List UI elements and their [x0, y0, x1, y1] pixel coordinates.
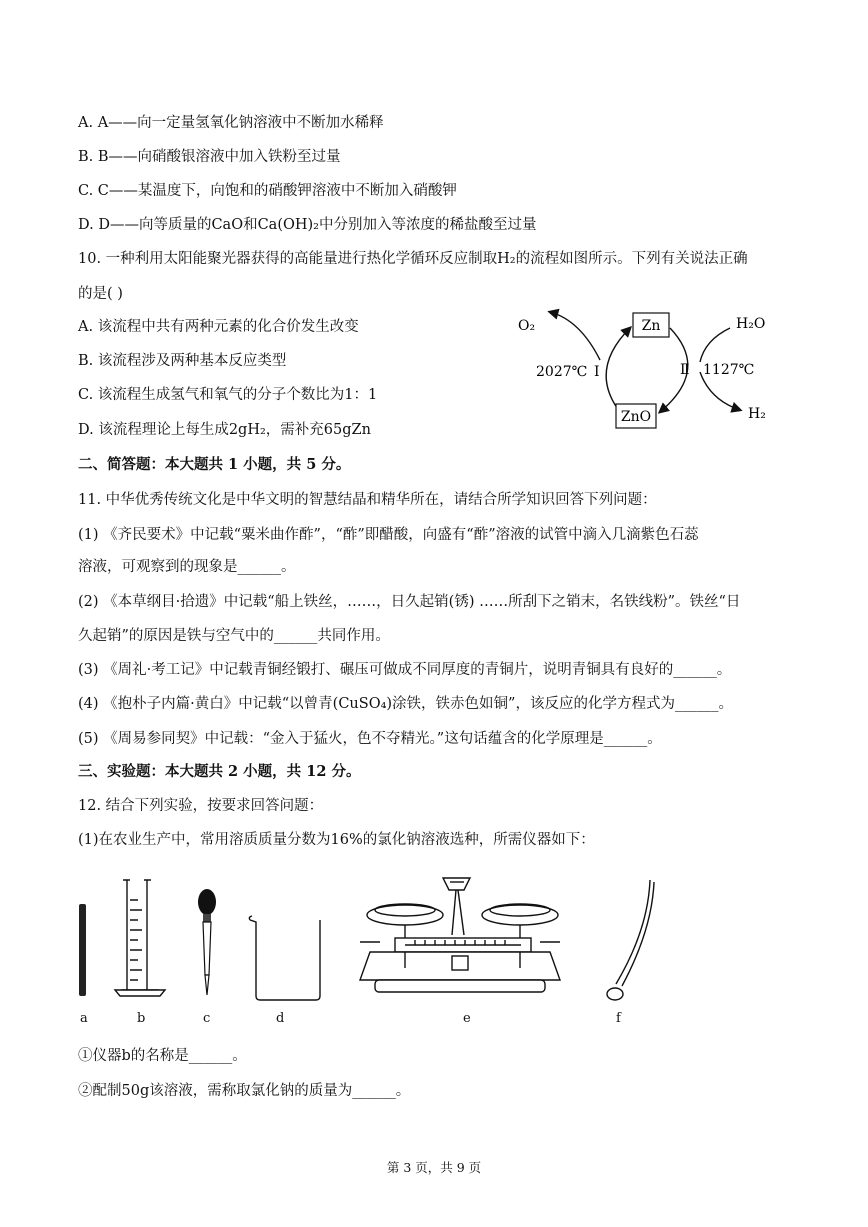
temp1-label: 2027℃ — [536, 364, 588, 380]
q11-part2-line2: 久起销”的原因是铁与空气中的______共同作用。 — [78, 628, 390, 644]
q11-part1-line2: 溶液，可观察到的现象是______。 — [78, 559, 296, 575]
q12-sub2: ②配制50g该溶液，需称取氯化钠的质量为______。 — [78, 1083, 411, 1099]
q9-option-c: C. C——某温度下，向饱和的硝酸钾溶液中不断加入硝酸钾 — [78, 183, 457, 199]
beaker-icon — [249, 916, 320, 1000]
q11-part3: (3) 《周礼·考工记》中记载青铜经锻打、碾压可做成不同厚度的青铜片，说明青铜具有良好的______。 — [78, 662, 732, 678]
lab-instruments — [60, 860, 680, 1010]
instrument-label-c: c — [203, 1011, 211, 1026]
q10-stem-line1: 10. 一种利用太阳能聚光器获得的高能量进行热化学循环反应制取H₂的流程如图所示。下列有关说法正确 — [78, 251, 748, 267]
q9-option-a: A. A——向一定量氢氧化钠溶液中不断加水稀释 — [78, 115, 384, 131]
q11-part1-line1: (1) 《齐民要术》中记载“粟米曲作酢”，“酢”即醋酸，向盛有“酢”溶液的试管中滴入几滴紫色石蕊 — [78, 527, 699, 543]
temp2-label: 1127℃ — [703, 362, 755, 378]
q11-part4: (4) 《抱朴子内篇·黄白》中记载“以曾青(CuSO₄)涂铁，铁赤色如铜”，该反应的化学方程式为______。 — [78, 696, 733, 712]
page-footer: 第 3 页，共 9 页 — [386, 1160, 482, 1175]
q11-stem: 11. 中华优秀传统文化是中华文明的智慧结晶和精华所在，请结合所学知识回答下列问题： — [78, 492, 657, 508]
zn-cycle-diagram — [500, 300, 800, 440]
q12-sub1: ①仪器b的名称是______。 — [78, 1048, 247, 1064]
o2-label: O₂ — [518, 318, 536, 334]
q10-option-d: D. 该流程理论上每生成2gH₂，需补充65gZn — [78, 422, 371, 438]
h2o-label: H₂O — [736, 316, 766, 332]
q10-option-a: A. 该流程中共有两种元素的化合价发生改变 — [78, 319, 359, 335]
instrument-label-d: d — [276, 1011, 285, 1026]
step2-label: Ⅱ — [680, 362, 690, 378]
o2-arrow — [550, 312, 600, 360]
q10-option-b: B. 该流程涉及两种基本反应类型 — [78, 353, 287, 369]
medicine-spoon-icon — [607, 880, 654, 1000]
q10-option-c: C. 该流程生成氢气和氧气的分子个数比为1：1 — [78, 387, 378, 403]
step1-label: Ⅰ — [594, 364, 600, 380]
glass-rod-icon — [79, 904, 86, 996]
section-2-heading: 二、简答题：本大题共 1 小题，共 5 分。 — [78, 456, 351, 473]
h2o-arrow — [700, 328, 730, 362]
q9-option-b: B. B——向硝酸银溶液中加入铁粉至过量 — [78, 149, 341, 165]
zno-label: ZnO — [620, 409, 652, 425]
q9-option-d: D. D——向等质量的CaO和Ca(OH)₂中分别加入等浓度的稀盐酸至过量 — [78, 217, 537, 233]
balance-scale-icon — [360, 878, 560, 992]
instrument-label-b: b — [137, 1011, 146, 1026]
instrument-label-a: a — [80, 1011, 88, 1026]
cycle-left-arc — [606, 328, 630, 412]
q12-part1: (1)在农业生产中，常用溶质质量分数为16%的氯化钠溶液选种，所需仪器如下： — [78, 832, 595, 848]
h2-label: H₂ — [748, 406, 766, 422]
instrument-label-e: e — [463, 1011, 471, 1026]
instrument-label-f: f — [616, 1011, 621, 1026]
q11-part2-line1: (2) 《本草纲目·拾遗》中记载“船上铁丝，……，日久起销(锈) ……所刮下之销末，名铁线粉”。铁丝“日 — [78, 594, 741, 610]
section-3-heading: 三、实验题：本大题共 2 小题，共 12 分。 — [78, 763, 361, 780]
zn-label: Zn — [641, 318, 661, 334]
graduated-cylinder-icon — [115, 880, 165, 996]
q11-part5: (5) 《周易参同契》中记载：“金入于猛火，色不夺精光。”这句话蕴含的化学原理是______。 — [78, 731, 662, 747]
q10-stem-line2: 的是( ) — [78, 286, 123, 302]
dropper-icon — [198, 889, 216, 995]
q12-stem: 12. 结合下列实验，按要求回答问题： — [78, 798, 324, 814]
